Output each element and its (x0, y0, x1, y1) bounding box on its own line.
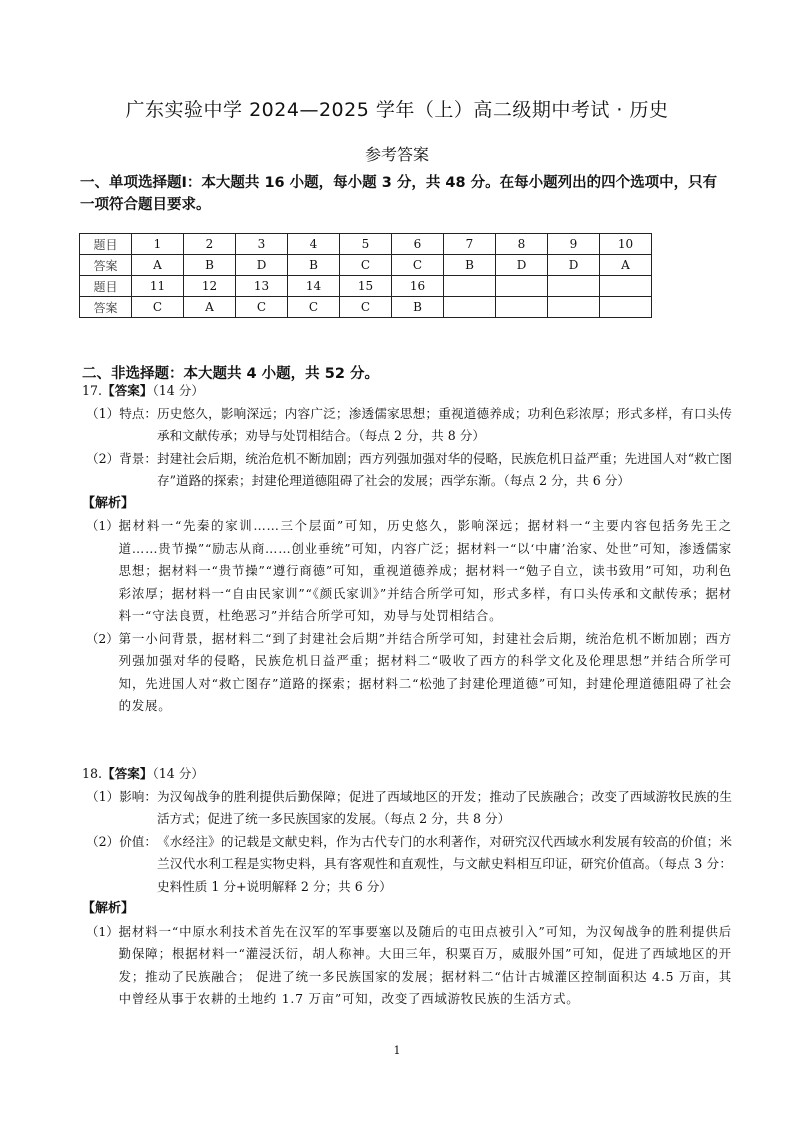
answer-table-row-label: 答案 (80, 297, 132, 318)
q17-number: 17. (82, 383, 103, 398)
answer-table-cell (548, 276, 600, 297)
answer-table-cell: C (132, 297, 184, 318)
answer-table-cell: 1 (132, 234, 184, 255)
q17-header (82, 380, 732, 403)
page-number: 1 (393, 1044, 401, 1057)
answer-table-cell: A (184, 297, 236, 318)
answer-table-cell: A (600, 255, 652, 276)
q17-item-1 (82, 403, 732, 448)
answer-table-cell: 10 (600, 234, 652, 255)
q17-analysis-1-label: （1） (86, 518, 119, 533)
q18-number: 18. (82, 766, 103, 781)
q18-item-2-label: （2）价值： (86, 833, 157, 849)
answer-table (79, 233, 652, 318)
answer-table-cell: 7 (444, 234, 496, 255)
q17-item-2-text: 封建社会后期，统治危机不断加剧；西方列强加强对华的侵略，民族危机日益严重；先进国人对“救亡图存”道路的探索；封建伦理道德阻碍了社会的发展；西学东渐。（每点 2 分，共 6 分） (156, 450, 732, 488)
section2-heading: 二、非选择题：本大题共 4 小题，共 52 分。 (82, 366, 379, 382)
answer-table-cell: C (236, 297, 288, 318)
q18-item-1-label: （1）影响： (86, 788, 157, 804)
answer-table-cell: 4 (288, 234, 340, 255)
answer-table-cell: 12 (184, 276, 236, 297)
q18-block (82, 763, 732, 1011)
answer-table-row (80, 234, 652, 255)
answer-table-cell: C (340, 297, 392, 318)
answer-table-cell: 16 (392, 276, 444, 297)
answer-table-cell: 15 (340, 276, 392, 297)
q18-answer-tag: 【答案】 (102, 766, 153, 781)
q18-header (82, 763, 732, 786)
q17-analysis-tag: 【解析】 (82, 495, 135, 511)
q17-score: （14 分） (152, 383, 204, 398)
answer-table-row (80, 297, 652, 318)
answer-table-cell: C (392, 255, 444, 276)
q18-score: （14 分） (152, 766, 204, 781)
answer-table-cell: C (288, 297, 340, 318)
answer-table-cell: D (548, 255, 600, 276)
q17-analysis-1 (82, 515, 732, 628)
answer-table-cell: 14 (288, 276, 340, 297)
answer-table-cell (600, 276, 652, 297)
answer-table-cell: C (340, 255, 392, 276)
answer-table-cell: D (496, 255, 548, 276)
answer-table-cell: A (132, 255, 184, 276)
q18-item-2 (82, 831, 732, 899)
answer-table-cell: B (288, 255, 340, 276)
q18-analysis-1-text: 据材料一“中原水利技术首先在汉军的军事要塞以及随后的屯田点被引入”可知，为汉匈战争的胜利提供后勤保障；根据材料一“灌浸沃衍，胡人称神。大田三年，积粟百万，威服外国”可知，促进了西域地区的开发；推动了民族融合； 促进了统一多民族国家的发展；据材料二“估计古城灌区控制面积达 4.5 万亩，其中曾经从事于农耕的土地约 1.7 万亩”可知，改变了西域游牧民族的生活方式。 (118, 923, 732, 1006)
answer-table-cell: 3 (236, 234, 288, 255)
q18-analysis-1 (82, 921, 732, 1011)
q18-analysis-tag: 【解析】 (82, 901, 135, 916)
answer-table-cell: B (392, 297, 444, 318)
q18-item-1 (82, 786, 732, 831)
answer-table-row (80, 255, 652, 276)
answer-table-cell: D (236, 255, 288, 276)
q17-analysis-2-label: （2） (86, 630, 119, 646)
answer-table-cell: 13 (236, 276, 288, 297)
q18-item-2-text: 《水经注》的记载是文献史料，作为古代专门的水利著作，对研究汉代西域水利发展有较高的价值；米兰汉代水利工程是实物史料，具有客观性和直观性，与文献史料相互印证，研究价值高。（每点 3 分：史料性质 1 分+说明解释 2 分；共 6 分） (156, 833, 732, 894)
q18-analysis-1-label: （1） (86, 923, 119, 939)
document-title: 广东实验中学 2024—2025 学年（上）高二级期中考试 · 历史 (125, 99, 669, 121)
answer-table-cell (496, 297, 548, 318)
q17-item-2-label: （2）背景： (86, 450, 157, 466)
q17-block (82, 380, 732, 718)
answer-table-cell (444, 297, 496, 318)
answer-table-cell (548, 297, 600, 318)
q17-analysis-2-text: 第一小问背景，据材料二“到了封建社会后期”并结合所学可知，封建社会后期，统治危机不断加剧；西方列强加强对华的侵略，民族危机日益严重；据材料二“吸收了西方的科学文化及伦理思想”并结合所学可知，先进国人对“救亡图存”道路的探索；据材料二“松弛了封建伦理道德”可知，封建伦理道德阻碍了社会的发展。 (118, 630, 732, 713)
answer-table-cell (444, 276, 496, 297)
q17-item-2 (82, 448, 732, 493)
answer-table-cell (496, 276, 548, 297)
q17-analysis-2 (82, 628, 732, 718)
answer-table-row (80, 276, 652, 297)
q18-item-1-text: 为汉匈战争的胜利提供后勤保障；促进了西域地区的开发；推动了民族融合；改变了西域游牧民族的生活方式；促进了统一多民族国家的发展。（每点 2 分，共 8 分） (156, 788, 732, 826)
q17-answer-tag: 【答案】 (102, 383, 153, 398)
q17-item-1-label: （1）特点： (86, 405, 157, 421)
answer-table-cell: 9 (548, 234, 600, 255)
document-subtitle: 参考答案 (364, 145, 429, 164)
q17-item-1-text: 历史悠久，影响深远；内容广泛；渗透儒家思想；重视道德养成；功利色彩浓厚；形式多样，有口头传承和文献传承；劝导与处罚相结合。（每点 2 分，共 8 分） (156, 405, 732, 443)
answer-table-cell: 11 (132, 276, 184, 297)
answer-table-cell: 5 (340, 234, 392, 255)
answer-table-cell: B (184, 255, 236, 276)
answer-table-cell: 2 (184, 234, 236, 255)
answer-table-cell: B (444, 255, 496, 276)
section1-heading: 一、单项选择题Ⅰ：本大题共 16 小题，每小题 3 分，共 48 分。在每小题列出的四个选项中，只有一项符合题目要求。 (80, 175, 718, 213)
answer-table-cell (600, 297, 652, 318)
answer-table-row-label: 题目 (80, 234, 132, 255)
answer-table-row-label: 题目 (80, 276, 132, 297)
answer-table-cell: 8 (496, 234, 548, 255)
q17-analysis-1-text: 据材料一“先秦的家训……三个层面”可知，历史悠久，影响深远；据材料一“主要内容包括务先王之道……贵节操”“励志从商……创业垂统”可知，内容广泛；据材料一“以‘中庸’治家、处世”可知，渗透儒家思想；据材料一“贵节操”“遵行商德”可知，重视道德养成；据材料一“勉子自立，读书致用”可知，功利色彩浓厚；据材料一“自由民家训”“《颜氏家训》”并结合所学可知，形式多样，有口头传承和文献传承；据材料一“守法良贾，杜绝恶习”并结合所学可知，劝导与处罚相结合。 (118, 518, 732, 623)
answer-table-row-label: 答案 (80, 255, 132, 276)
answer-table-cell: 6 (392, 234, 444, 255)
